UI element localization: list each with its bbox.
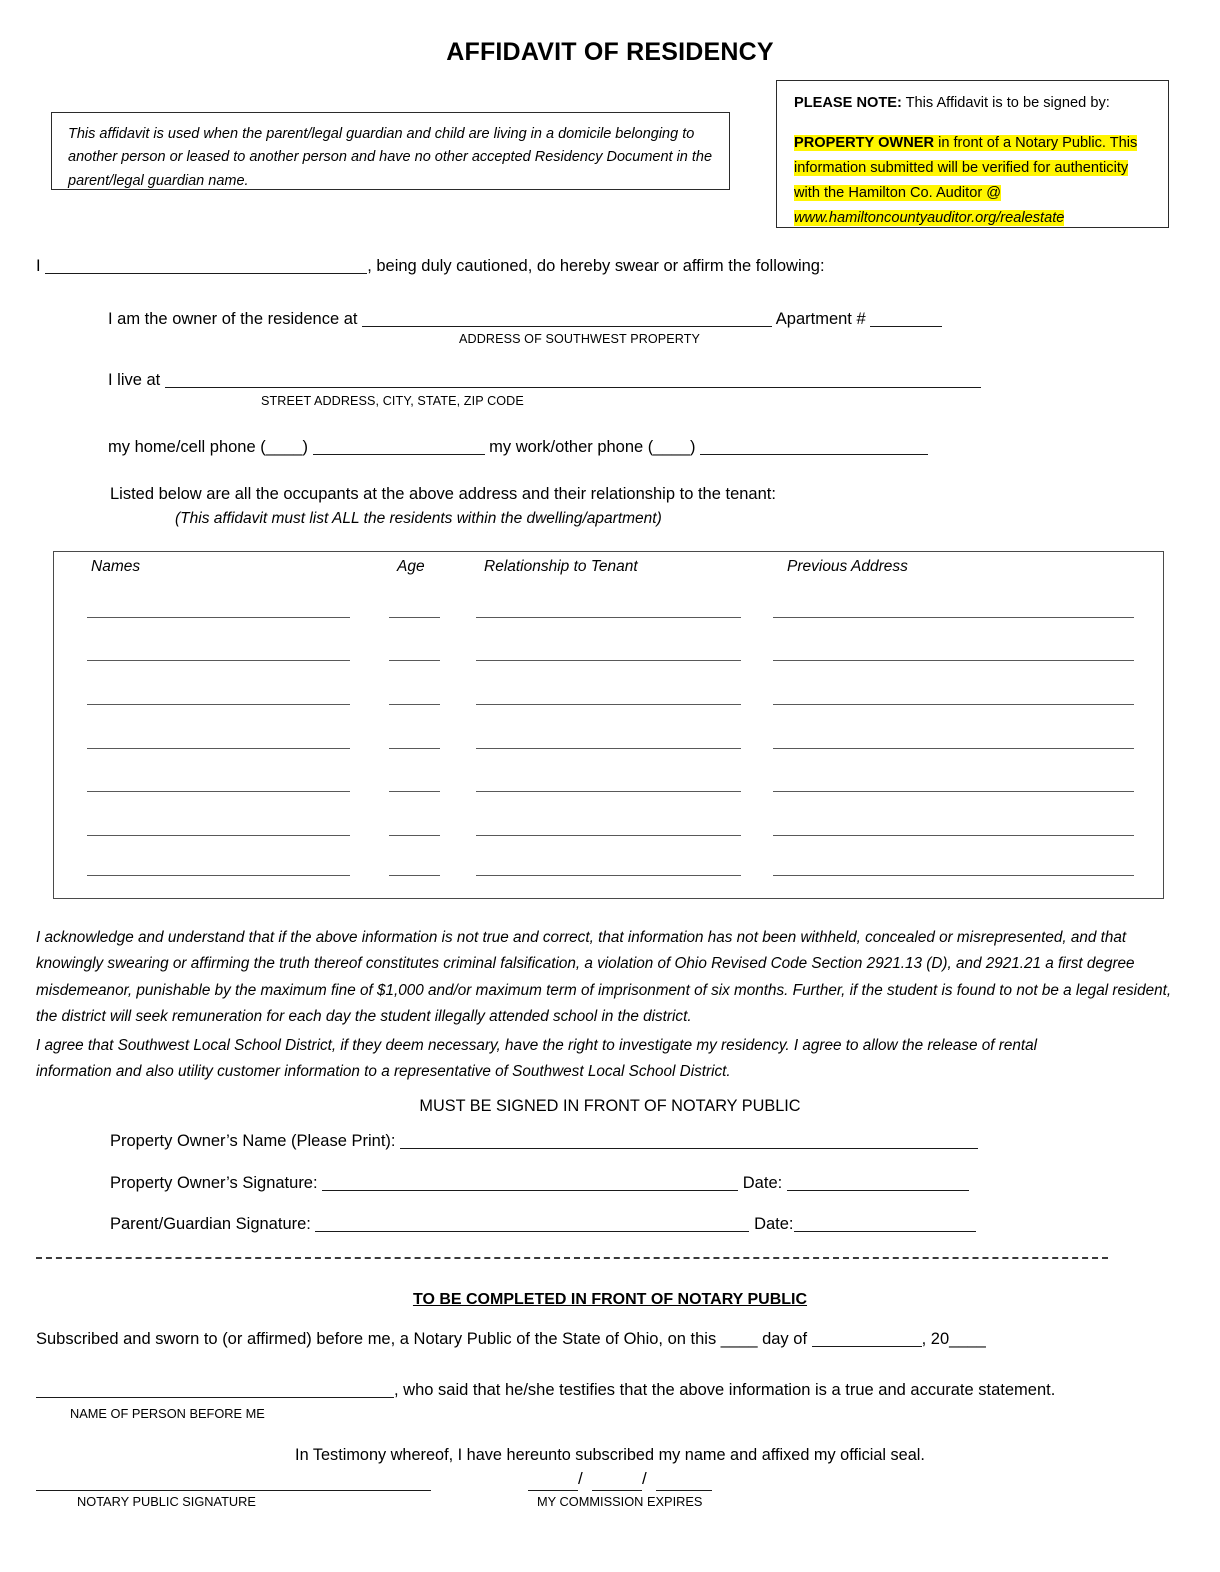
person-before-me-label: NAME OF PERSON BEFORE ME (70, 1406, 265, 1421)
owner-signature-label: Property Owner’s Signature: (110, 1174, 318, 1192)
phone-line (108, 438, 928, 457)
cell-relationship-blank[interactable] (476, 875, 741, 876)
person-before-me-row (36, 1381, 1055, 1400)
live-at-blank[interactable] (165, 387, 981, 388)
affiant-name-line (36, 257, 825, 276)
cell-age-blank[interactable] (389, 704, 440, 705)
cell-address-blank[interactable] (773, 835, 1134, 836)
property-address-sublabel: ADDRESS OF SOUTHWEST PROPERTY (459, 332, 701, 346)
occupants-table (53, 551, 1164, 899)
sworn-year-text: , 20____ (921, 1330, 986, 1348)
cell-relationship-blank[interactable] (476, 748, 741, 749)
sworn-statement-text: Subscribed and sworn to (or affirmed) before me, a Notary Public of the State of Ohio, on this ____ day of (36, 1330, 808, 1348)
auditor-website-link[interactable]: www.hamiltoncountyauditor.org/realestate (794, 210, 1065, 227)
cell-relationship-blank[interactable] (476, 660, 741, 661)
live-at-label: I live at (108, 371, 161, 389)
cell-address-blank[interactable] (773, 704, 1134, 705)
parent-date-blank[interactable] (794, 1231, 976, 1232)
commission-day-blank[interactable] (592, 1490, 642, 1491)
must-be-signed-heading: MUST BE SIGNED IN FRONT OF NOTARY PUBLIC (419, 1097, 801, 1115)
cell-address-blank[interactable] (773, 660, 1134, 661)
apartment-number-blank[interactable] (870, 326, 942, 327)
cell-name-blank[interactable] (87, 617, 350, 618)
parent-signature-blank[interactable] (315, 1231, 749, 1232)
cell-name-blank[interactable] (87, 748, 350, 749)
column-header-age: Age (397, 558, 425, 575)
column-header-prev-address: Previous Address (787, 558, 908, 575)
affiant-name-rest: , being duly cautioned, do hereby swear or affirm the following: (367, 257, 825, 275)
owner-print-name-row (110, 1132, 978, 1151)
cell-name-blank[interactable] (87, 875, 350, 876)
cell-name-blank[interactable] (87, 660, 350, 661)
column-header-relationship: Relationship to Tenant (484, 558, 638, 575)
cell-age-blank[interactable] (389, 617, 440, 618)
notary-section-heading: TO BE COMPLETED IN FRONT OF NOTARY PUBLIC (412, 1291, 808, 1308)
apartment-number-label: Apartment # (775, 310, 866, 328)
live-at-line (108, 371, 981, 390)
work-phone-blank[interactable] (700, 454, 928, 455)
notary-signature-blank[interactable] (36, 1490, 431, 1491)
home-phone-label: my home/cell phone (____) (108, 438, 308, 456)
property-owner-highlight-block (794, 131, 1158, 231)
cell-address-blank[interactable] (773, 748, 1134, 749)
property-owner-highlight-text: in front of a Notary Public. This information submitted will be verified for authenticity with the Hamilton Co. Auditor @ (794, 134, 1138, 202)
cell-age-blank[interactable] (389, 835, 440, 836)
cell-age-blank[interactable] (389, 791, 440, 792)
notary-signature-label: NOTARY PUBLIC SIGNATURE (77, 1494, 256, 1509)
owner-print-name-label: Property Owner’s Name (Please Print): (110, 1132, 396, 1150)
commission-expires-label: MY COMMISSION EXPIRES (537, 1494, 703, 1509)
property-address-blank[interactable] (362, 326, 772, 327)
commission-year-blank[interactable] (656, 1490, 712, 1491)
owner-print-name-blank[interactable] (400, 1148, 978, 1149)
live-at-sublabel: STREET ADDRESS, CITY, STATE, ZIP CODE (261, 394, 524, 408)
commission-slash-1: / (578, 1469, 583, 1488)
please-note-box (776, 80, 1169, 228)
owner-residence-label: I am the owner of the residence at (108, 310, 358, 328)
column-header-names: Names (91, 558, 141, 575)
agreement-paragraph: I agree that Southwest Local School District, if they deem necessary, have the right to investigate my residency. I agree to allow the release of rental information and also utility customer information to a representative of Southwest Local School District. (36, 1037, 1038, 1081)
sworn-month-blank[interactable] (812, 1346, 922, 1347)
cell-relationship-blank[interactable] (476, 617, 741, 618)
owner-residence-line (108, 310, 942, 329)
occupants-intro-text: Listed below are all the occupants at the above address and their relationship to the tenant: (110, 485, 776, 503)
cell-relationship-blank[interactable] (476, 835, 741, 836)
acknowledgment-paragraph: I acknowledge and understand that if the above information is not true and correct, that information has not been withheld, concealed or misrepresented, and that knowingly swearing or affirming the truth thereof constitutes criminal falsification, a violation of Ohio Revised Code Section 2921.13 (D), and 2921.21 a first degree misdemeanor, punishable by the maximum fine of $1,000 and/or maximum term of imprisonment of six months. Further, if the student is found to not be a legal resident, the district will seek remuneration for each day the student illegally attended school in the district. (36, 929, 1172, 1025)
sworn-statement-line (36, 1330, 986, 1349)
home-phone-blank[interactable] (313, 454, 485, 455)
owner-signature-blank[interactable] (322, 1190, 738, 1191)
property-owner-emphasis: PROPERTY OWNER (794, 134, 935, 151)
owner-date-blank[interactable] (787, 1190, 969, 1191)
cell-relationship-blank[interactable] (476, 791, 741, 792)
section-divider (36, 1257, 1108, 1259)
please-note-rest: This Affidavit is to be signed by: (901, 95, 1110, 111)
intro-description-text: This affidavit is used when the parent/legal guardian and child are living in a domicile belonging to another person or leased to another person and have no other accepted Residency Document in the parent/legal guardian name. (68, 126, 713, 189)
cell-address-blank[interactable] (773, 791, 1134, 792)
person-before-me-blank[interactable] (36, 1397, 394, 1398)
person-before-me-text: , who said that he/she testifies that the above information is a true and accurate statement. (394, 1381, 1056, 1399)
cell-age-blank[interactable] (389, 875, 440, 876)
parent-date-label: Date: (754, 1215, 794, 1233)
cell-age-blank[interactable] (389, 748, 440, 749)
cell-address-blank[interactable] (773, 617, 1134, 618)
cell-relationship-blank[interactable] (476, 704, 741, 705)
please-note-line (794, 93, 1158, 115)
occupants-note-text: (This affidavit must list ALL the residents within the dwelling/apartment) (175, 510, 662, 527)
owner-signature-row (110, 1174, 969, 1193)
cell-address-blank[interactable] (773, 875, 1134, 876)
parent-signature-label: Parent/Guardian Signature: (110, 1215, 311, 1233)
commission-month-blank[interactable] (528, 1490, 578, 1491)
commission-slash-2: / (642, 1469, 647, 1488)
cell-name-blank[interactable] (87, 704, 350, 705)
work-phone-label: my work/other phone (____) (489, 438, 696, 456)
owner-date-label: Date: (742, 1174, 783, 1192)
cell-name-blank[interactable] (87, 791, 350, 792)
parent-signature-row (110, 1215, 976, 1234)
affiant-name-blank[interactable] (45, 273, 367, 274)
affiant-name-lead: I (36, 257, 41, 275)
please-note-label: PLEASE NOTE: (794, 95, 902, 111)
intro-description-box (51, 112, 730, 190)
testimony-text: In Testimony whereof, I have hereunto subscribed my name and affixed my official seal. (295, 1446, 925, 1464)
cell-name-blank[interactable] (87, 835, 350, 836)
page-title: AFFIDAVIT OF RESIDENCY (446, 38, 774, 66)
cell-age-blank[interactable] (389, 660, 440, 661)
